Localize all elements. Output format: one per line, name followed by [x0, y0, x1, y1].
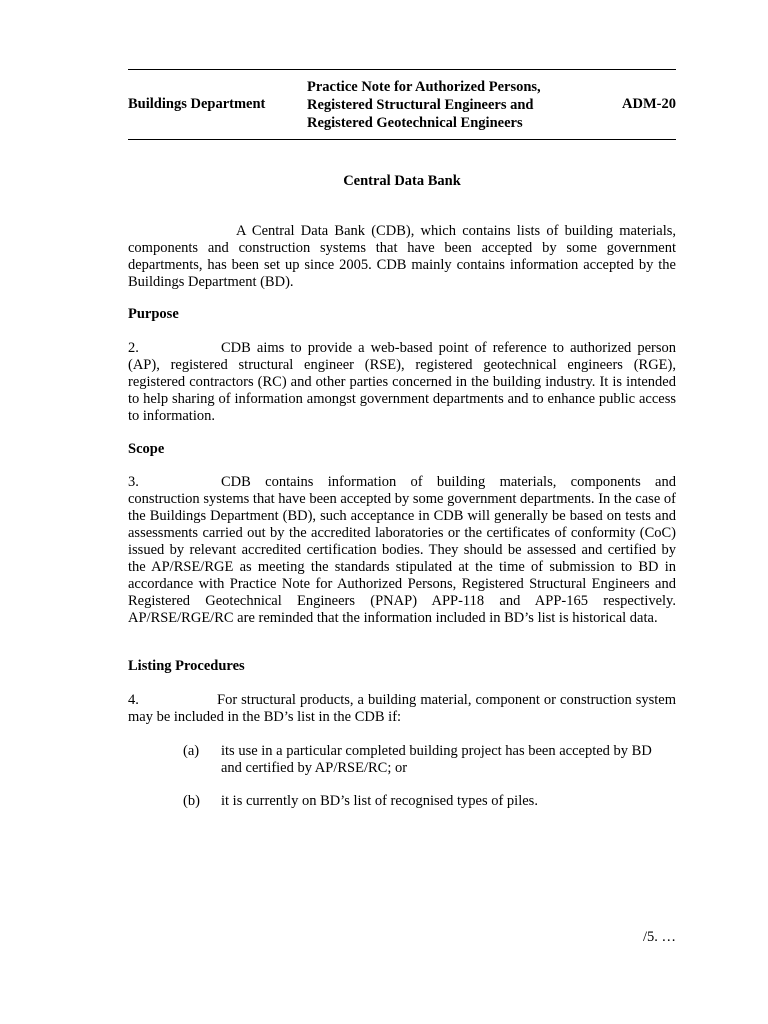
header-title-line: Registered Structural Engineers and: [307, 97, 534, 113]
header-bottom-rule: [128, 139, 676, 140]
paragraph-scope: [128, 474, 676, 627]
header-title: [307, 78, 541, 132]
header-top-rule: [128, 69, 676, 70]
page-continuation: /5. …: [642, 929, 676, 945]
condition-text: its use in a particular completed building project has been accepted by BD and certified by AP/RSE/RC; or: [221, 743, 652, 776]
condition-label: (a): [183, 743, 200, 759]
condition-item-a: [183, 743, 676, 777]
condition-label: (b): [183, 793, 200, 809]
paragraph-number: 2.: [128, 340, 139, 356]
section-heading-purpose: Purpose: [128, 306, 179, 322]
condition-item-b: [183, 793, 676, 810]
section-heading-scope: Scope: [128, 441, 165, 457]
paragraph-text: For structural products, a building material, component or construction system may be included in the BD’s list in the CDB if:: [128, 692, 676, 725]
document-title: Central Data Bank: [343, 173, 461, 189]
paragraph-number: 4.: [128, 692, 139, 708]
header-title-line: Practice Note for Authorized Persons,: [307, 79, 541, 95]
intro-paragraph: A Central Data Bank (CDB), which contains lists of building materials, components and construction systems that have been accepted by some government departments, has been set up since 2005. CDB mainly contains information accepted by the Buildings Department (BD).: [128, 223, 676, 290]
paragraph-text: CDB aims to provide a web-based point of reference to authorized person (AP), registered structural engineer (RSE), registered geotechnical engineers (RGE), registered contractors (RC) and other parties concerned in the building industry. It is intended to help sharing of information amongst government departments and to enhance public access to information.: [128, 340, 676, 424]
header-title-line: Registered Geotechnical Engineers: [307, 115, 523, 131]
header-code: ADM-20: [622, 96, 676, 112]
section-heading-listing-procedures: Listing Procedures: [128, 658, 245, 674]
header-department: Buildings Department: [128, 96, 266, 112]
paragraph-number: 3.: [128, 474, 139, 490]
paragraph-listing-procedures: [128, 692, 676, 726]
paragraph-text: CDB contains information of building materials, components and construction systems that have been accepted by some government departments. In the case of the Buildings Department (BD), such acceptance in CDB will generally be based on tests and assessments carried out by the accredited laboratories or the certificates of conformity (CoC) issued by relevant accredited certification bodies. They should be assessed and certified by the AP/RSE/RGE as meeting the standards stipulated at the time of submission to BD in accordance with Practice Note for Authorized Persons, Registered Structural Engineers and Registered Geotechnical Engineers (PNAP) APP-118 and APP-165 respectively. AP/RSE/RGE/RC are reminded that the information included in BD’s list is historical data.: [128, 474, 676, 626]
paragraph-purpose: [128, 340, 676, 425]
condition-text: it is currently on BD’s list of recognised types of piles.: [221, 793, 538, 809]
